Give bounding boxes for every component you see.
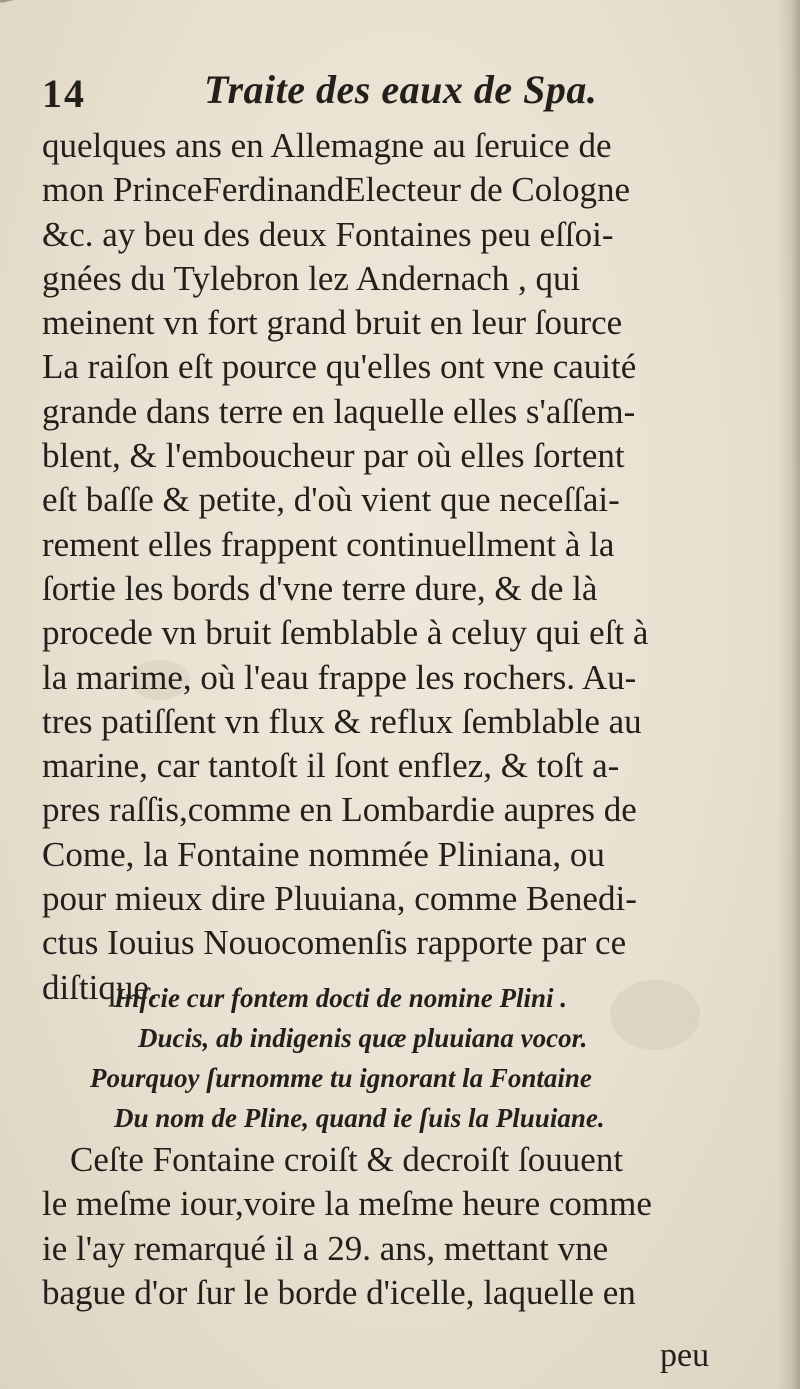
text-line: La raiſon eſt pource qu'elles ont vne cauité: [42, 347, 637, 387]
verse-line: Ducis, ab indigenis quæ pluuiana vocor.: [138, 1023, 588, 1053]
text-line: quelques ans en Allemagne au ſeruice de: [42, 126, 612, 165]
running-title: Traite des eaux de Spa.: [204, 67, 598, 112]
text-line: Ceſte Fontaine croiſt & decroiſt ſouuent: [70, 1140, 624, 1179]
page-number: 14: [42, 71, 86, 116]
text-line: pres raſſis,comme en Lombardie aupres de: [42, 790, 637, 830]
page-header: [42, 66, 742, 122]
verse-line: Pourquoy ſurnomme tu ignorant la Fontaine: [90, 1063, 592, 1093]
text-line: Come, la Fontaine nommée Pliniana, ou: [42, 834, 605, 874]
text-line: blent, & l'emboucheur par où elles ſortent: [42, 436, 625, 476]
text-line: la marime, où l'eau frappe les rochers. Au-: [42, 657, 637, 697]
text-line: ie l'ay remarqué il a 29. ans, mettant vne: [42, 1228, 609, 1268]
verse-line: Du nom de Pline, quand ie ſuis la Pluuiane.: [114, 1103, 605, 1133]
text-line: gnées du Tylebron lez Andernach , qui: [42, 258, 581, 298]
text-line: &c. ay beu des deux Fontaines peu eſſoi-: [42, 214, 614, 254]
text-line: mon PrinceFerdinandElecteur de Cologne: [42, 170, 631, 210]
text-line: meinent vn fort grand bruit en leur ſource: [42, 303, 623, 343]
text-line: tres patiſſent vn flux & reflux ſemblable au: [42, 701, 642, 741]
text-line: procede vn bruit ſemblable à celuy qui eſt à: [42, 613, 649, 653]
text-line: rement elles frappent continuellment à la: [42, 524, 615, 564]
verse-line: Inſcie cur fontem docti de nomine Plini .: [114, 983, 567, 1013]
verse-block: [42, 978, 742, 1138]
text-line: diſtique.: [42, 967, 158, 1007]
page-binding-shadow: [778, 0, 800, 1389]
text-line: grande dans terre en laquelle elles s'aſſem-: [42, 391, 636, 431]
page-corner-mark: [0, 0, 63, 22]
text-line: marine, car tantoſt il ſont enflez, & toſt a-: [42, 746, 620, 786]
body-paragraph: [42, 124, 746, 1010]
text-line: pour mieux dire Pluuiana, comme Benedi-: [42, 879, 637, 919]
text-line: le meſme iour,voire la meſme heure comme: [42, 1184, 652, 1224]
text-line: ſortie les bords d'vne terre dure, & de là: [42, 568, 598, 608]
text-line: ctus Iouius Nouocomenſis rapporte par ce: [42, 923, 627, 963]
catchword: peu: [660, 1337, 710, 1374]
text-line: bague d'or ſur le borde d'icelle, laquelle en: [42, 1272, 636, 1312]
text-line: eſt baſſe & petite, d'où vient que neceſſai-: [42, 480, 620, 520]
body-paragraph-2: [42, 1138, 746, 1315]
